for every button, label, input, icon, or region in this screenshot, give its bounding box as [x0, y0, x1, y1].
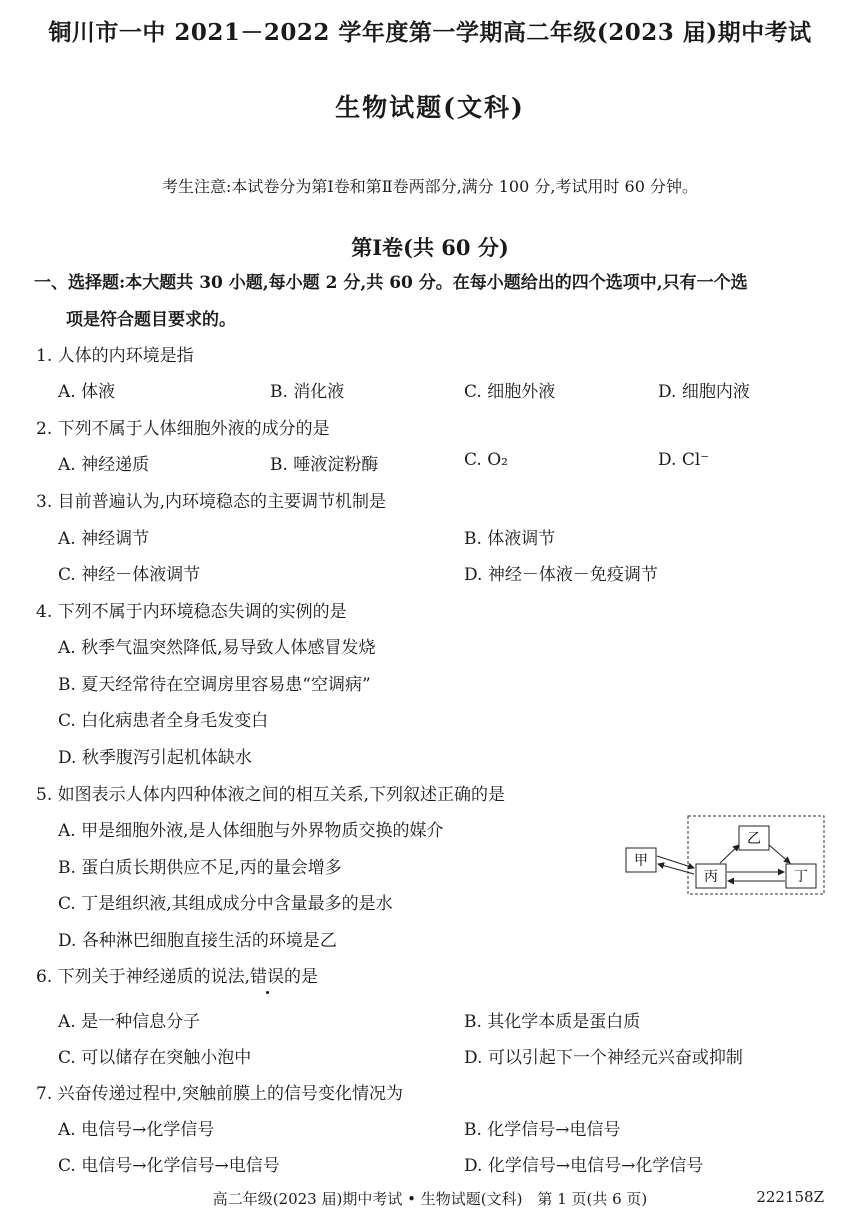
q5-option-a: A. 甲是细胞外液,是人体细胞与外界物质交换的媒介 [58, 821, 444, 841]
arrow-bing-to-yi [720, 845, 739, 863]
question-2-stem: 2. 下列不属于人体细胞外液的成分的是 [36, 419, 330, 439]
q2-option-a: A. 神经递质 [58, 455, 150, 475]
q2-option-c: C. O₂ [464, 450, 508, 470]
arrow-bing-to-jia [658, 864, 694, 874]
q6-stem-emphasis [250, 962, 284, 987]
q4-option-b: B. 夏天经常待在空调房里容易患“空调病” [58, 675, 371, 695]
q3-option-c: C. 神经－体液调节 [58, 565, 201, 585]
q2-option-b: B. 唾液淀粉酶 [270, 455, 379, 475]
q5-option-c: C. 丁是组织液,其组成成分中含量最多的是水 [58, 894, 393, 914]
node-jia-label: 甲 [634, 853, 648, 869]
q7-option-d: D. 化学信号→电信号→化学信号 [464, 1156, 704, 1176]
question-1-stem: 1. 人体的内环境是指 [36, 346, 194, 366]
q7-option-a: A. 电信号→化学信号 [58, 1120, 215, 1140]
section-instruction-line2: 项是符合题目要求的。 [66, 310, 236, 330]
q5-option-b: B. 蛋白质长期供应不足,丙的量会增多 [58, 858, 342, 878]
body-fluid-diagram [622, 812, 828, 898]
node-ding-label: 丁 [794, 869, 808, 885]
q4-option-c: C. 白化病患者全身毛发变白 [58, 711, 269, 731]
q7-option-c: C. 电信号→化学信号→电信号 [58, 1156, 280, 1176]
q1-option-c: C. 细胞外液 [464, 382, 556, 402]
exam-title: 铜川市一中 2021－2022 学年度第一学期高二年级(2023 届)期中考试 [48, 19, 812, 46]
page-footer [0, 1188, 860, 1209]
q6-stem-pre: 6. 下列关于神经递质的说法, [36, 967, 251, 987]
q5-option-d: D. 各种淋巴细胞直接生活的环境是乙 [58, 931, 337, 951]
q2-option-d: D. Cl⁻ [658, 450, 710, 470]
q1-option-b: B. 消化液 [270, 382, 345, 402]
q6-option-a: A. 是一种信息分子 [58, 1012, 201, 1032]
q6-option-b: B. 其化学本质是蛋白质 [464, 1012, 641, 1032]
question-3-stem: 3. 目前普遍认为,内环境稳态的主要调节机制是 [36, 492, 387, 512]
q6-emph-text: 错误 [250, 967, 285, 987]
question-6-stem [36, 962, 318, 987]
q4-option-a: A. 秋季气温突然降低,易导致人体感冒发烧 [58, 638, 376, 658]
q7-option-b: B. 化学信号→电信号 [464, 1120, 621, 1140]
footer-text: 高二年级(2023 届)期中考试 • 生物试题(文科) 第 1 页(共 6 页) [212, 1190, 648, 1208]
node-bing-label: 丙 [704, 869, 718, 885]
q3-option-a: A. 神经调节 [58, 529, 150, 549]
q3-option-d: D. 神经－体液－免疫调节 [464, 565, 658, 585]
q6-stem-post: 的是 [284, 967, 319, 987]
paper-code: 222158Z [756, 1188, 824, 1206]
question-5-stem: 5. 如图表示人体内四种体液之间的相互关系,下列叙述正确的是 [36, 785, 506, 805]
volume-heading: 第Ⅰ卷(共 60 分) [351, 235, 509, 260]
question-4-stem: 4. 下列不属于内环境稳态失调的实例的是 [36, 602, 347, 622]
q3-option-b: B. 体液调节 [464, 529, 556, 549]
exam-subtitle: 生物试题(文科) [335, 93, 525, 122]
q4-option-d: D. 秋季腹泻引起机体缺水 [58, 748, 252, 768]
section-instruction-line1: 一、选择题:本大题共 30 小题,每小题 2 分,共 60 分。在每小题给出的四个选项中,只有一个选 [34, 273, 748, 293]
node-yi-label: 乙 [747, 831, 761, 847]
exam-notice: 考生注意:本试卷分为第Ⅰ卷和第Ⅱ卷两部分,满分 100 分,考试用时 60 分钟。 [161, 177, 698, 196]
q6-option-c: C. 可以储存在突触小泡中 [58, 1048, 252, 1068]
q6-option-d: D. 可以引起下一个神经元兴奋或抑制 [464, 1048, 743, 1068]
question-7-stem: 7. 兴奋传递过程中,突触前膜上的信号变化情况为 [36, 1084, 404, 1104]
q1-option-a: A. 体液 [58, 382, 116, 402]
arrow-yi-to-ding [769, 845, 790, 863]
q1-option-d: D. 细胞内液 [658, 382, 750, 402]
